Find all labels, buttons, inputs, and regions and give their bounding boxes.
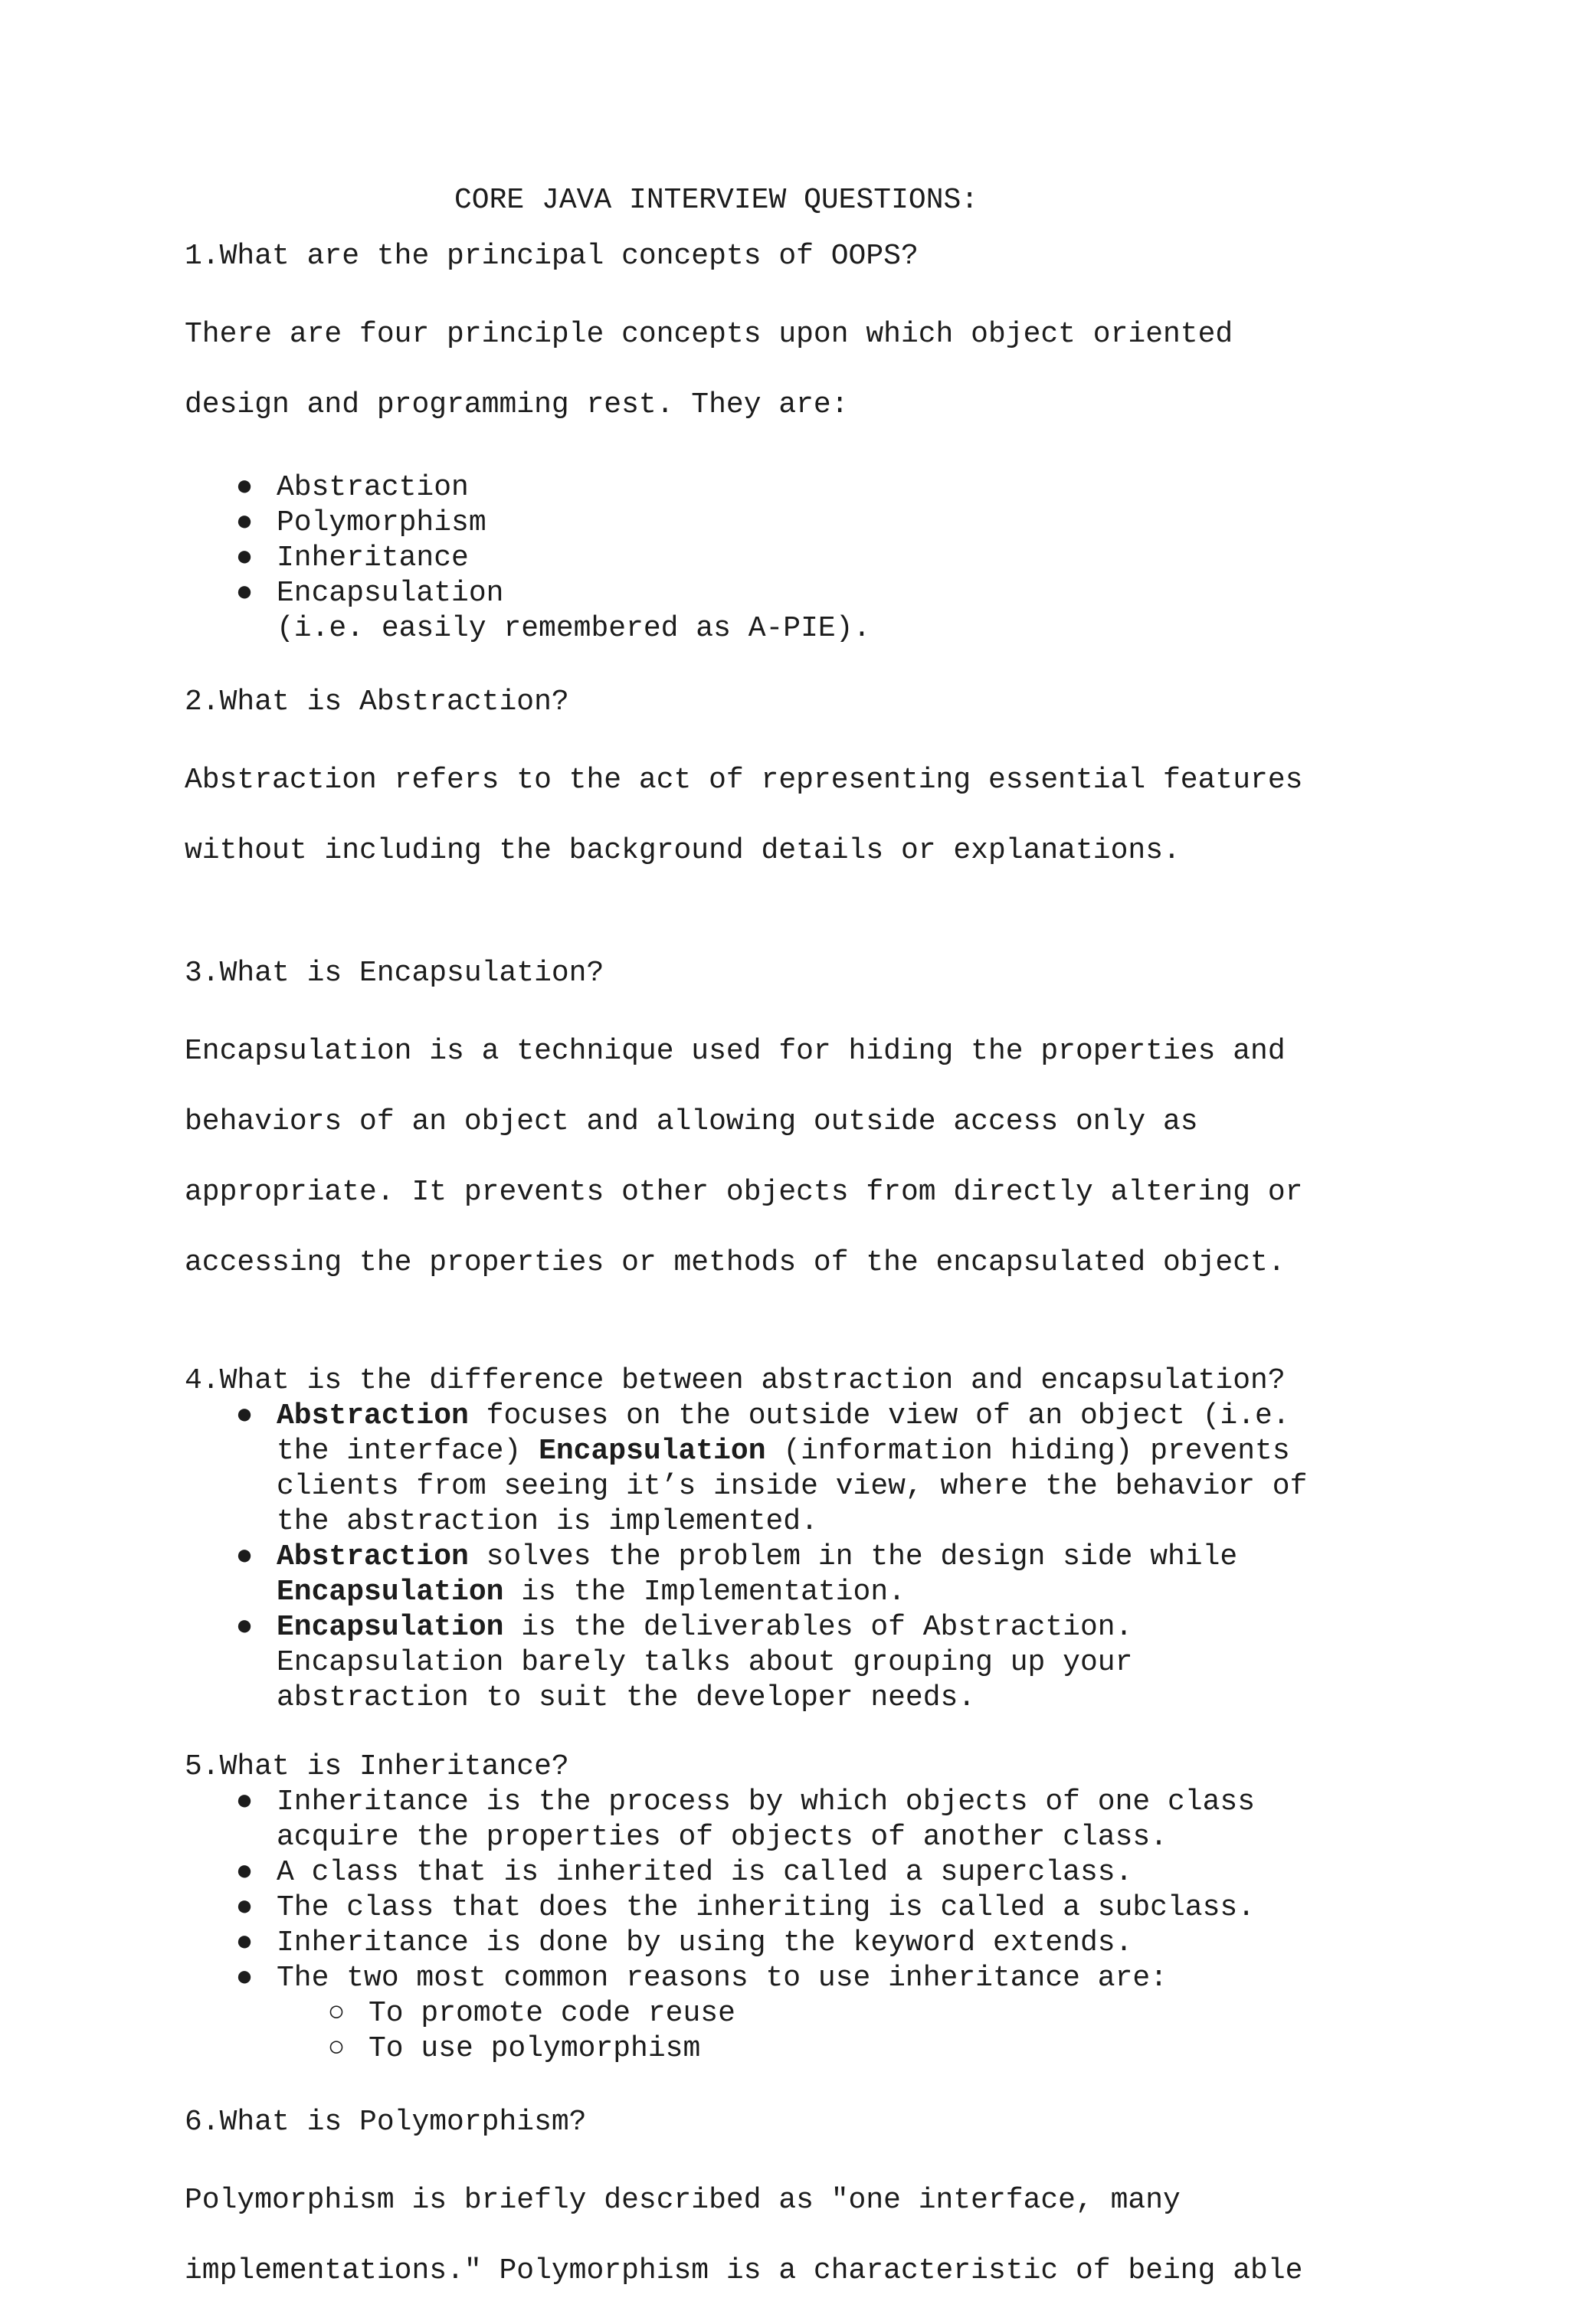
question-5: 5.What is Inheritance?: [185, 1750, 569, 1783]
inheritance-list: [185, 1785, 1441, 1996]
list-item-text: The class that does the inheriting is called a subclass.: [277, 1891, 1256, 1924]
bold-term: Abstraction: [277, 1540, 469, 1573]
list-item: [185, 2031, 1441, 2067]
bold-term: Abstraction: [277, 1399, 469, 1432]
document-title: CORE JAVA INTERVIEW QUESTIONS:: [454, 184, 979, 217]
list-item-text: Inheritance is done by using the keyword extends.: [277, 1926, 1133, 1959]
list-item: [185, 1610, 1441, 1716]
list-item-text: is the deliverables of Abstraction.: [503, 1611, 1133, 1644]
circle-bullet-icon: ○: [327, 2032, 346, 2065]
bullet-icon: ●: [235, 542, 254, 574]
list-item: [185, 1996, 1441, 2031]
answer-2-line: Abstraction refers to the act of representing essential features: [185, 764, 1303, 797]
list-item-text: Inheritance: [277, 542, 469, 574]
list-item: [185, 470, 1441, 506]
bullet-icon: ●: [235, 1611, 254, 1644]
bullet-icon: ●: [235, 471, 254, 504]
bullet-icon: ●: [235, 1891, 254, 1924]
list-item-text: Encapsulation: [277, 577, 504, 610]
list-item-text: solves the problem in the design side while: [468, 1540, 1238, 1573]
bold-term: Encapsulation: [277, 1576, 504, 1609]
mnemonic-note: (i.e. easily remembered as A-PIE).: [277, 612, 871, 645]
bullet-icon: ●: [235, 577, 254, 610]
bullet-icon: ●: [235, 1926, 254, 1959]
question-2: 2.What is Abstraction?: [185, 686, 569, 718]
answer-1: [185, 282, 1441, 458]
answer-3-line: behaviors of an object and allowing outside access only as: [185, 1105, 1198, 1138]
list-item-text: Abstraction: [277, 471, 469, 504]
list-item-text: Encapsulation barely talks about grouping up your: [277, 1646, 1133, 1679]
circle-bullet-icon: ○: [327, 1997, 346, 2030]
list-item-text: To use polymorphism: [369, 2032, 701, 2065]
principles-list: [185, 470, 1441, 611]
list-item-text: A class that is inherited is called a superclass.: [277, 1856, 1133, 1889]
list-item: [185, 1785, 1441, 1855]
list-item: [185, 1890, 1441, 1926]
bullet-icon: ●: [235, 1786, 254, 1818]
answer-1-line: There are four principle concepts upon which object oriented: [185, 318, 1233, 351]
answer-6-line: implementations." Polymorphism is a characteristic of being able: [185, 2254, 1303, 2287]
list-item-text: The two most common reasons to use inheritance are:: [277, 1962, 1168, 1995]
list-item: [185, 1855, 1441, 1890]
list-item-text: acquire the properties of objects of another class.: [277, 1821, 1168, 1854]
reasons-sublist: [185, 1996, 1441, 2067]
list-item-text: clients from seeing it’s inside view, where the behavior of: [277, 1470, 1308, 1503]
answer-6-line: Polymorphism is briefly described as "one interface, many: [185, 2184, 1181, 2217]
answer-1-line: design and programming rest. They are:: [185, 388, 849, 421]
difference-list: [185, 1399, 1441, 1716]
answer-3-line: accessing the properties or methods of the encapsulated object.: [185, 1246, 1286, 1279]
bullet-icon: ●: [235, 1856, 254, 1889]
bold-term: Encapsulation: [539, 1435, 766, 1468]
list-item: [185, 1540, 1441, 1610]
list-item-text: To promote code reuse: [369, 1997, 735, 2030]
list-item: [185, 1926, 1441, 1961]
list-item: [185, 506, 1441, 541]
list-item-text: Polymorphism: [277, 506, 486, 539]
bullet-icon: ●: [235, 1540, 254, 1573]
question-4: 4.What is the difference between abstraction and encapsulation?: [185, 1364, 1286, 1397]
bold-term: Encapsulation: [277, 1611, 504, 1644]
bullet-icon: ●: [235, 1962, 254, 1995]
list-item-text: is the Implementation.: [503, 1576, 906, 1609]
list-item-text: abstraction to suit the developer needs.: [277, 1681, 976, 1714]
document-page: [185, 178, 1441, 2324]
list-item: [185, 541, 1441, 576]
answer-3-line: Encapsulation is a technique used for hiding the properties and: [185, 1035, 1286, 1068]
question-3: 3.What is Encapsulation?: [185, 957, 604, 990]
answer-6: [185, 2148, 1441, 2324]
answer-2-line: without including the background details or explanations.: [185, 834, 1181, 867]
answer-2: [185, 728, 1441, 904]
list-item-text: the interface): [277, 1435, 539, 1468]
bullet-icon: ●: [235, 1399, 254, 1432]
answer-3: [185, 999, 1441, 1316]
bullet-icon: ●: [235, 506, 254, 539]
list-item: [185, 1961, 1441, 1996]
list-item-text: Inheritance is the process by which objects of one class: [277, 1786, 1256, 1818]
list-item-text: the abstraction is implemented.: [277, 1505, 818, 1538]
question-1: 1.What are the principal concepts of OOPS?: [185, 240, 919, 273]
question-6: 6.What is Polymorphism?: [185, 2106, 587, 2139]
list-item-text: (information hiding) prevents: [765, 1435, 1290, 1468]
list-item-text: focuses on the outside view of an object (i.e.: [468, 1399, 1290, 1432]
list-item: [185, 1399, 1441, 1540]
answer-3-line: appropriate. It prevents other objects from directly altering or: [185, 1176, 1303, 1209]
list-item: [185, 576, 1441, 611]
